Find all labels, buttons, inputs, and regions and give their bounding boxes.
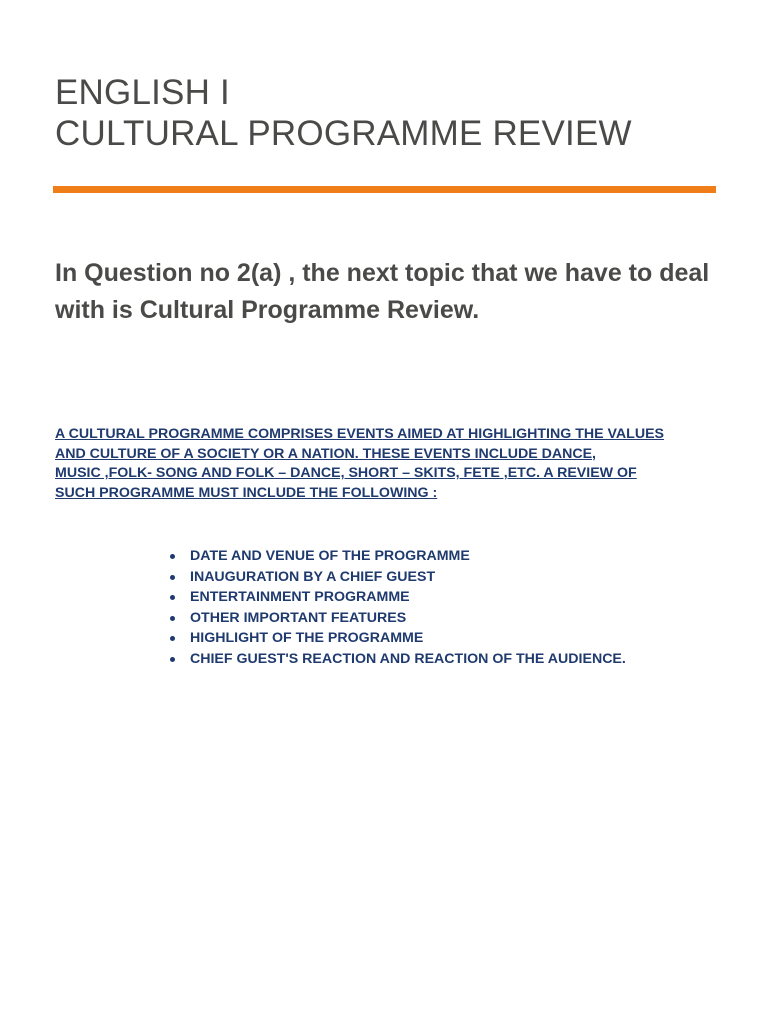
list-item-label: CHIEF GUEST'S REACTION AND REACTION OF THE AUDIENCE. <box>190 650 626 667</box>
intro-paragraph: In Question no 2(a) , the next topic that we have to deal with is Cultural Programme Review. <box>55 259 710 324</box>
list-item <box>168 567 626 588</box>
definition-line: MUSIC ,FOLK- SONG AND FOLK – DANCE, SHORT – SKITS, FETE ,ETC. A REVIEW OF <box>55 465 637 482</box>
title-line-subject: ENGLISH I <box>55 73 230 112</box>
list-item-label: INAUGURATION BY A CHIEF GUEST <box>190 568 436 585</box>
bullet-icon <box>170 636 175 641</box>
definition-line: A CULTURAL PROGRAMME COMPRISES EVENTS AIMED AT HIGHLIGHTING THE VALUES <box>55 426 665 442</box>
list-item <box>168 608 626 629</box>
definition-paragraph <box>55 425 725 504</box>
page-title <box>55 72 735 154</box>
bullet-icon <box>170 616 175 621</box>
list-item <box>168 587 626 608</box>
list-item <box>168 649 626 670</box>
list-item <box>168 628 626 649</box>
list-item-label: HIGHLIGHT OF THE PROGRAMME <box>190 630 424 646</box>
list-item-label: ENTERTAINMENT PROGRAMME <box>190 589 410 605</box>
title-line-topic: CULTURAL PROGRAMME REVIEW <box>55 114 632 153</box>
list-item-label: DATE AND VENUE OF THE PROGRAMME <box>190 548 470 564</box>
definition-line: SUCH PROGRAMME MUST INCLUDE THE FOLLOWING : <box>55 485 438 502</box>
definition-line: AND CULTURE OF A SOCIETY OR A NATION. THESE EVENTS INCLUDE DANCE, <box>55 445 596 462</box>
bullet-icon <box>170 595 175 600</box>
orange-divider <box>53 186 716 193</box>
bullet-icon <box>170 554 175 559</box>
bullet-icon <box>170 657 175 662</box>
list-item <box>168 546 626 567</box>
bullet-icon <box>170 575 175 580</box>
review-checklist <box>168 546 626 669</box>
list-item-label: OTHER IMPORTANT FEATURES <box>190 609 407 626</box>
